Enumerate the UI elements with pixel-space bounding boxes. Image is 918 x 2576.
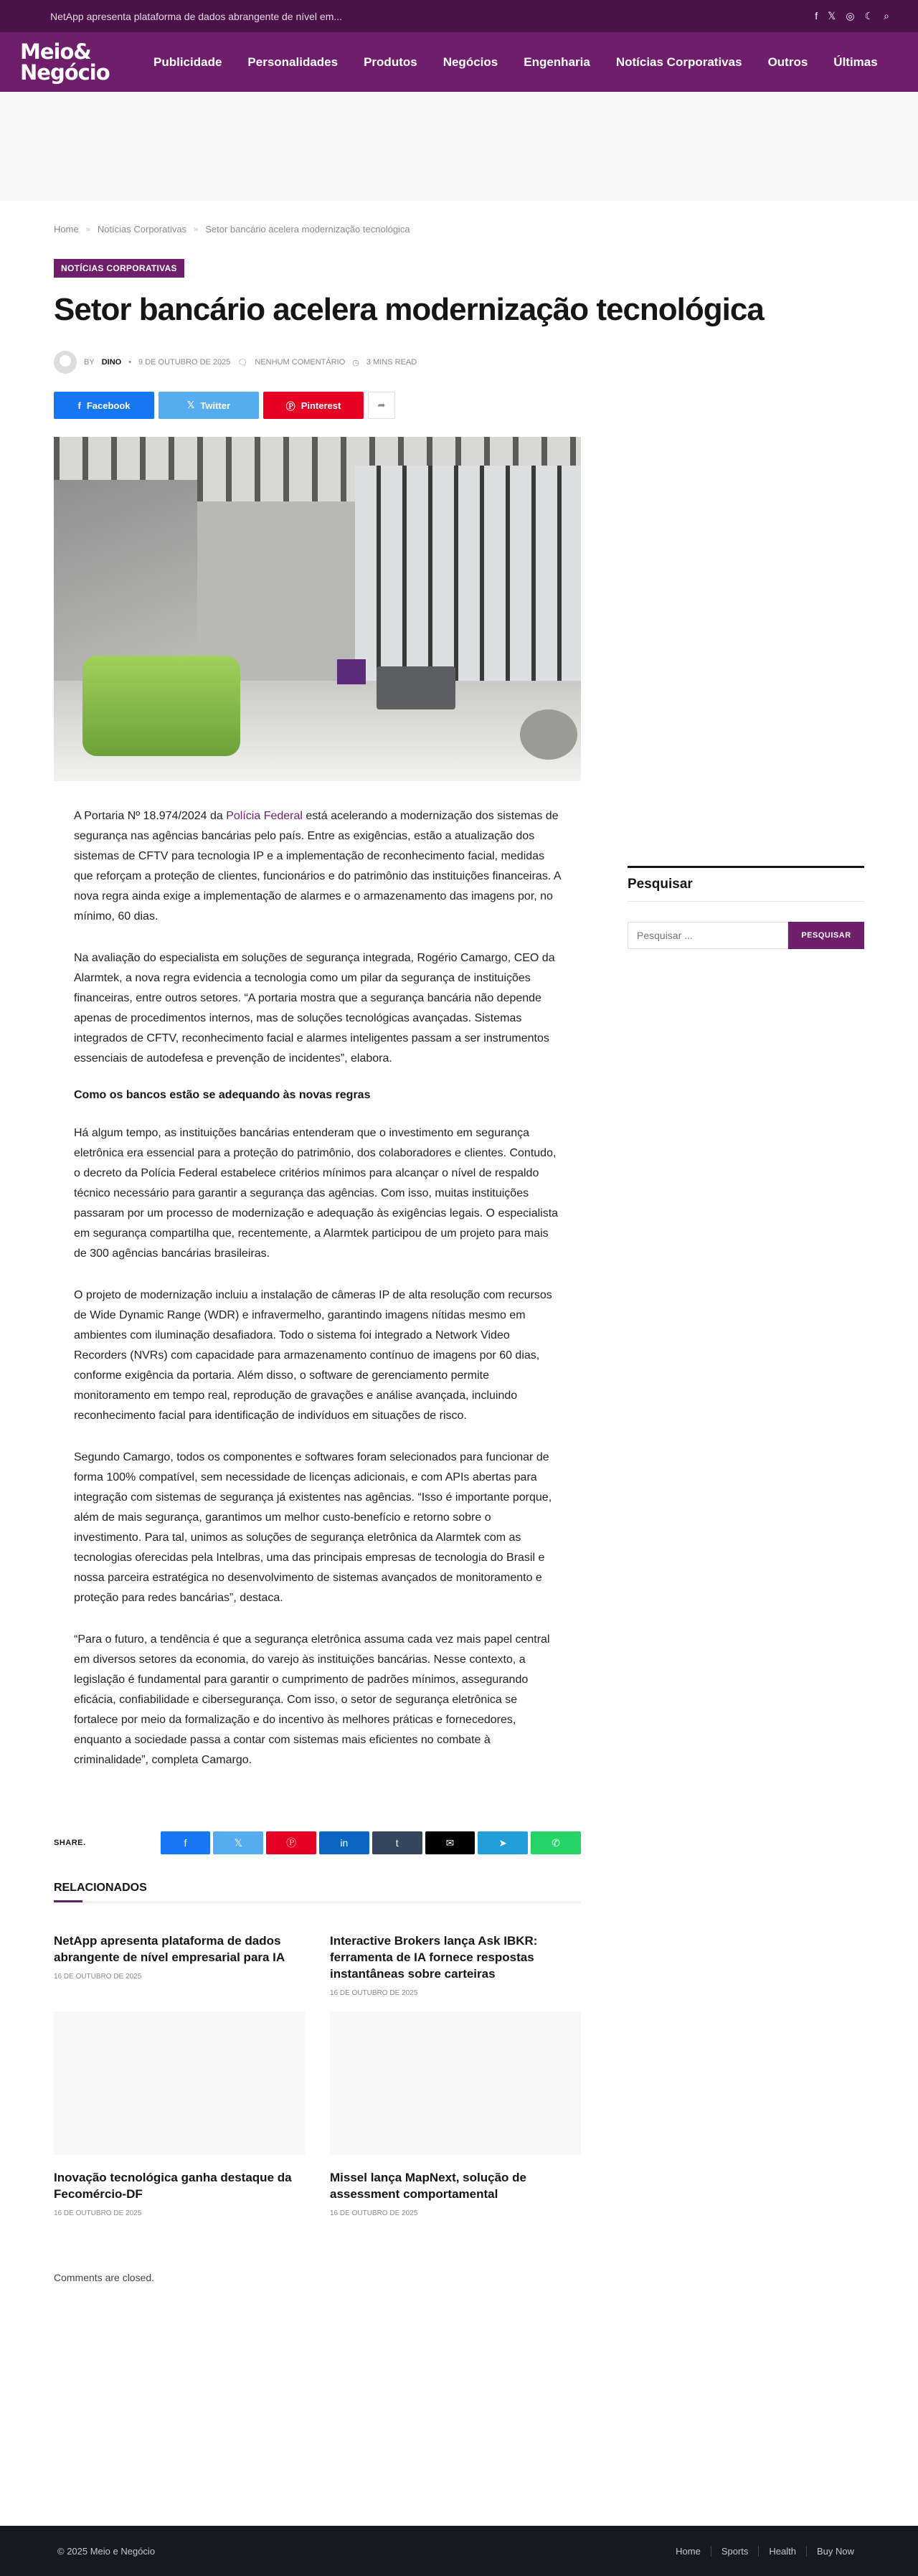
share-twitter-button[interactable]: [158, 392, 259, 419]
instagram-icon[interactable]: ◎: [846, 10, 855, 22]
footer-link-buy-now[interactable]: Buy Now: [806, 2546, 864, 2557]
related-title[interactable]: Interactive Brokers lança Ask IBKR: ferramenta de IA fornece respostas instantâneas sobre carteiras: [330, 1934, 538, 1981]
article-subheading: Como os bancos estão se adequando às novas regras: [74, 1089, 371, 1101]
facebook-icon[interactable]: f: [815, 10, 818, 22]
nav-item-personalidades[interactable]: Personalidades: [247, 55, 339, 69]
share-pinterest-button[interactable]: [263, 392, 364, 419]
meta-dot: •: [128, 358, 132, 367]
author-name[interactable]: DINO: [101, 358, 122, 367]
share-pinterest-label: Pinterest: [301, 400, 341, 411]
search-button[interactable]: PESQUISAR: [788, 922, 864, 949]
footer-link-health[interactable]: Health: [758, 2546, 806, 2557]
read-time: 3 MINS READ: [366, 358, 417, 367]
share-facebook-label: Facebook: [86, 400, 131, 411]
share-whatsapp-icon[interactable]: ✆: [531, 1831, 581, 1854]
share-twitter-label: Twitter: [200, 400, 231, 411]
featured-image: [54, 437, 581, 781]
related-title[interactable]: NetApp apresenta plataforma de dados abrangente de nível empresarial para IA: [54, 1934, 285, 1964]
related-posts: [54, 1933, 581, 2232]
share-email-icon[interactable]: ✉: [425, 1831, 475, 1854]
paragraph-3: Há algum tempo, as instituições bancárias entenderam que o investimento em segurança eletrônica era essencial para a proteção do patrimônio, dos colaboradores e clientes. Contudo, o decreto da Polícia Federal estabelece critérios mínimos para alcançar o nível de respaldo técnico necessário para garantir a segurança das agências. Com isso, muitas instituições passaram por um processo de modernização e adequação às exigências legais. O especialista em segurança compartilha que, recentemente, a Alarmtek participou de um projeto para mais de 300 agências bancárias brasileiras.: [74, 1127, 559, 1260]
share-tumblr-icon[interactable]: t: [372, 1831, 422, 1854]
related-post-3[interactable]: [54, 2011, 305, 2217]
breadcrumb-separator-icon: »: [85, 225, 90, 234]
social-icons: [815, 10, 889, 22]
related-heading: RELACIONADOS: [54, 1882, 581, 1902]
pinterest-icon: Ⓟ: [285, 400, 295, 412]
ticker-headline[interactable]: NetApp apresenta plataforma de dados abrangente de nível em...: [50, 10, 343, 22]
share-icon: ➦: [377, 400, 386, 410]
sidebar: [628, 437, 864, 2283]
site-footer: [0, 2526, 918, 2576]
breadcrumb: [54, 201, 864, 235]
main-navigation: [0, 32, 918, 92]
x-icon: 𝕏: [186, 400, 195, 410]
search-icon[interactable]: ⌕: [884, 10, 889, 22]
logo-line-2: Negócio: [20, 60, 110, 85]
site-logo[interactable]: [20, 39, 133, 85]
paragraph-1: A Portaria Nº 18.974/2024 da Polícia Federal está acelerando a modernização dos sistemas de segurança nas agências bancárias pelo país. Entre as exigências, estão a atualização dos sistemas de CFTV para tecnologia IP e a implementação de reconhecimento facial, medidas que reforçam a proteção de clientes, funcionários e do patrimônio das instituições financeiras. A nova regra ainda exige a implementação de alarmes e o armazenamento das imagens por, no mínimo, 60 dias.: [74, 810, 561, 923]
copyright: © 2025 Meio e Negócio: [57, 2545, 156, 2557]
article-title: Setor bancário acelera modernização tecnológica: [54, 292, 764, 327]
post-date: 9 DE OUTUBRO DE 2025: [138, 358, 231, 367]
paragraph-2: Na avaliação do especialista em soluções de segurança integrada, Rogério Camargo, CEO da Alarmtek, a nova regra evidencia a tecnologia como um pilar da segurança de instituições financeiras, entre outros setores. “A portaria mostra que a segurança bancária não depende apenas de procedimentos internos, mas de soluções tecnológicas avançadas. Sistemas integrados de CFTV, reconhecimento facial e alarmes inteligentes passam a ser instrumentos essenciais de autodefesa e prevenção de incidentes”, elabora.: [74, 952, 555, 1065]
breadcrumb-category[interactable]: Notícias Corporativas: [97, 224, 187, 235]
footer-link-sports[interactable]: Sports: [711, 2546, 759, 2557]
nav-item-outros[interactable]: Outros: [767, 55, 808, 69]
share-more-button[interactable]: [368, 392, 395, 419]
share-x-icon[interactable]: 𝕏: [213, 1831, 263, 1854]
paragraph-5: Segundo Camargo, todos os componentes e softwares foram selecionados para funcionar de forma 100% compatível, sem necessidade de licenças adicionais, e com APIs abertas para integração com sistemas de segurança já existentes nas agências. “Isso é importante porque, além de mais segurança, garantimos um melhor custo-benefício e retorno sobre o investimento. Para tal, unimos as soluções de segurança eletrônica da Alarmtek com as tecnologias oferecidas pela Intelbras, uma das principais empresas de tecnologia do Brasil e nossa parceira estratégica no desenvolvimento de sistemas avançados de monitoramento e proteção para redes bancárias”, destaca.: [74, 1451, 552, 1604]
nav-item-produtos[interactable]: Produtos: [364, 55, 417, 69]
related-thumbnail[interactable]: [54, 2011, 305, 2155]
logo-line-1: Meio&: [20, 39, 91, 64]
search-form: [628, 922, 864, 949]
search-input[interactable]: [628, 922, 788, 949]
related-post-1[interactable]: [54, 1933, 305, 1997]
nav-item-noticias-corporativas[interactable]: Notícias Corporativas: [615, 55, 742, 69]
x-icon[interactable]: 𝕏: [828, 10, 836, 22]
policia-federal-link[interactable]: Polícia Federal: [226, 810, 303, 822]
by-label: BY: [84, 358, 95, 367]
comment-count[interactable]: NENHUM COMENTÁRIO: [255, 358, 346, 367]
nav-item-negocios[interactable]: Negócios: [443, 55, 498, 69]
main-content: [54, 437, 581, 2283]
related-date: 16 DE OUTUBRO DE 2025: [54, 2209, 142, 2217]
top-bar: [0, 0, 918, 32]
nav-item-ultimas[interactable]: Últimas: [833, 55, 878, 69]
search-widget-title: Pesquisar: [628, 866, 864, 902]
related-date: 16 DE OUTUBRO DE 2025: [330, 2209, 418, 2217]
ad-banner-area: [0, 92, 918, 201]
related-title[interactable]: Missel lança MapNext, solução de assessment comportamental: [330, 2171, 526, 2201]
comments-closed-notice: Comments are closed.: [54, 2272, 155, 2283]
comment-icon: 🗨: [237, 358, 248, 367]
share-pinterest-icon[interactable]: Ⓟ: [266, 1831, 316, 1854]
nav-item-publicidade[interactable]: Publicidade: [153, 55, 222, 69]
clock-icon: ◷: [352, 358, 359, 367]
footer-links: [666, 2546, 864, 2557]
share-label: SHARE.: [54, 1839, 86, 1847]
article-body: [54, 806, 581, 1770]
related-post-2[interactable]: [330, 1933, 581, 1997]
nav-item-engenharia[interactable]: Engenharia: [524, 55, 590, 69]
share-facebook-button[interactable]: [54, 392, 154, 419]
paragraph-6: “Para o futuro, a tendência é que a segurança eletrônica assuma cada vez mais papel central em diversos setores da economia, do varejo às instituições bancárias. Nesse contexto, a legislação é fundamental para garantir o cumprimento de padrões mínimos, assegurando eficácia, confiabilidade e cibersegurança. Com isso, o setor de segurança eletrônica se fortalece por meio da formalização e do incentivo às melhores práticas e fornecedores, enquanto a sociedade passa a contar com sistemas mais eficientes no combate à criminalidade”, completa Camargo.: [74, 1633, 550, 1766]
article-meta: [54, 351, 864, 374]
category-badge[interactable]: NOTÍCIAS CORPORATIVAS: [54, 259, 184, 278]
share-telegram-icon[interactable]: ➤: [478, 1831, 528, 1854]
related-post-4[interactable]: [330, 2011, 581, 2217]
share-buttons-bottom: [54, 1831, 581, 1854]
facebook-icon: f: [77, 400, 81, 411]
related-date: 16 DE OUTUBRO DE 2025: [330, 1989, 418, 1997]
footer-link-home[interactable]: Home: [676, 2545, 701, 2557]
breadcrumb-home[interactable]: Home: [54, 224, 79, 235]
breadcrumb-current: Setor bancário acelera modernização tecnológica: [205, 224, 410, 235]
paragraph-4: O projeto de modernização incluiu a instalação de câmeras IP de alta resolução com recursos de Wide Dynamic Range (WDR) e infravermelho, garantindo imagens nítidas mesmo em ambientes com iluminação desafiadora. Todo o sistema foi integrado a Network Video Recorders (NVRs) com capacidade para armazenamento contínuo de imagens por 60 dias, conforme exigência da portaria. Além disso, o software de gerenciamento permite monitoramento em tempo real, reprodução de gravações e análise avançada, incluindo reconhecimento facial para identificação de indivíduos em situações de risco.: [74, 1289, 552, 1422]
breadcrumb-separator-icon: »: [194, 225, 199, 234]
related-title[interactable]: Inovação tecnológica ganha destaque da Fecomércio-DF: [54, 2171, 292, 2201]
moon-icon[interactable]: ☾: [864, 10, 874, 22]
related-thumbnail[interactable]: [330, 2011, 581, 2155]
related-date: 16 DE OUTUBRO DE 2025: [54, 1973, 142, 1981]
author-avatar[interactable]: [54, 351, 77, 374]
share-linkedin-icon[interactable]: in: [319, 1831, 369, 1854]
share-facebook-icon[interactable]: f: [161, 1831, 211, 1854]
share-buttons-top: [54, 392, 864, 419]
